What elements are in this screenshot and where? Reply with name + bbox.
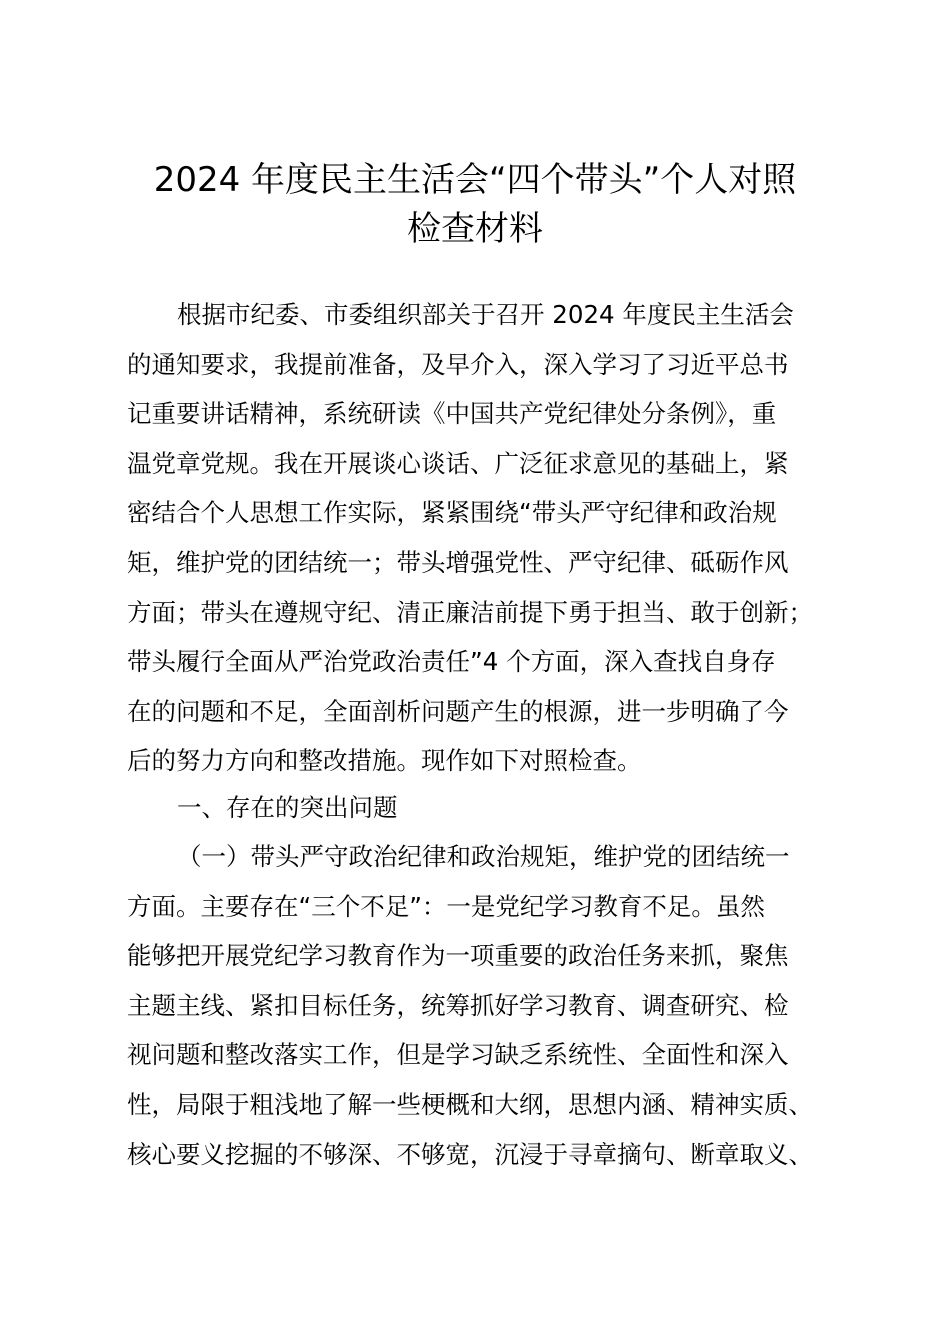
- document-title-line-2: 检查材料: [407, 209, 543, 249]
- paragraph-line: 矩，维护党的团结统一；带头增强党性、严守纪律、砥砺作风: [127, 547, 789, 577]
- paragraph-line: 核心要义挖掘的不够深、不够宽，沉浸于寻章摘句、断章取义、: [127, 1139, 813, 1169]
- paragraph-line: 能够把开展党纪学习教育作为一项重要的政治任务来抓，聚焦: [127, 941, 789, 971]
- paragraph-line: 方面；带头在遵规守纪、清正廉洁前提下勇于担当、敢于创新；: [127, 597, 813, 627]
- intro-paragraph: [127, 290, 867, 786]
- paragraph-line: 温党章党规。我在开展谈心谈话、广泛征求意见的基础上，紧: [127, 448, 789, 478]
- section-heading: [127, 783, 867, 833]
- paragraph-line: 带头履行全面从严治党政治责任”4 个方面，深入查找自身存: [127, 647, 776, 677]
- document-title-line-1: 2024 年度民主生活会“四个带头”个人对照: [153, 160, 797, 200]
- paragraph-line: 密结合个人思想工作实际，紧紧围绕“带头严守纪律和政治规: [127, 498, 777, 528]
- paragraph-line: 性，局限于粗浅地了解一些梗概和大纲，思想内涵、精神实质、: [127, 1089, 813, 1119]
- subsection-paragraph: [127, 832, 867, 1179]
- paragraph-line: 主题主线、紧扣目标任务，统筹抓好学习教育、调查研究、检: [127, 990, 789, 1020]
- paragraph-line: 的通知要求，我提前准备，及早介入，深入学习了习近平总书: [127, 349, 789, 379]
- paragraph-line: 视问题和整改落实工作，但是学习缺乏系统性、全面性和深入: [127, 1040, 789, 1070]
- section-1-heading: 一、存在的突出问题: [177, 793, 398, 822]
- paragraph-line: 在的问题和不足，全面剖析问题产生的根源，进一步明确了今: [127, 696, 789, 726]
- paragraph-line: 根据市纪委、市委组织部关于召开 2024 年度民主生活会: [177, 300, 794, 329]
- paragraph-line: （一）带头严守政治纪律和政治规矩，维护党的团结统一: [177, 842, 790, 871]
- paragraph-line: 后的努力方向和整改措施。现作如下对照检查。: [127, 746, 642, 776]
- paragraph-line: 记重要讲话精神，系统研读《中国共产党纪律处分条例》，重: [127, 399, 777, 429]
- paragraph-line: 方面。主要存在“三个不足”：一是党纪学习教育不足。虽然: [127, 891, 765, 921]
